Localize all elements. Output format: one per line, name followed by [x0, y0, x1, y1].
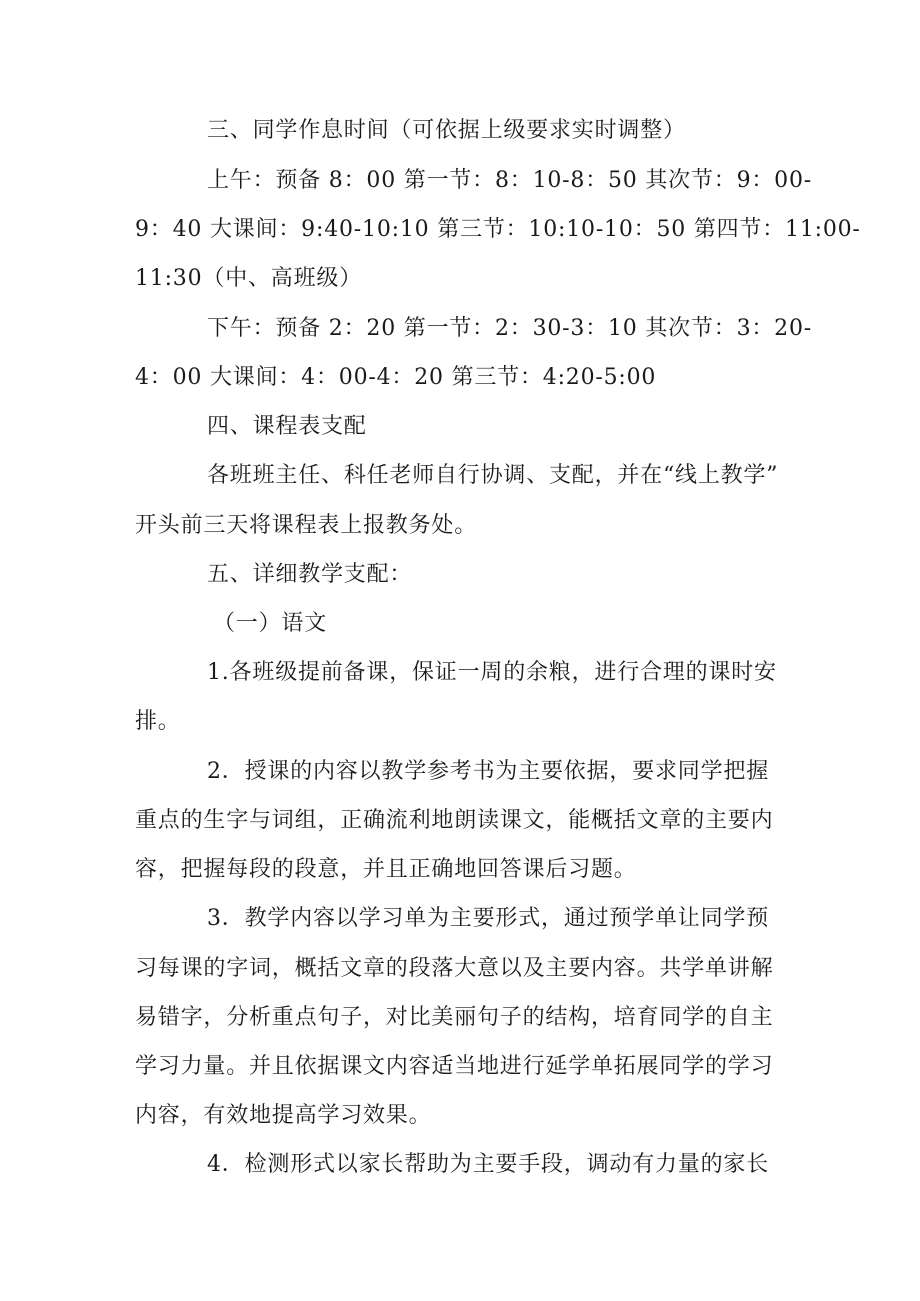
- paragraph-line: 开头前三天将课程表上报教务处。: [135, 513, 478, 538]
- paragraph-line: 排。: [135, 709, 181, 734]
- paragraph-line: 各班班主任、科任老师自行协调、支配，并在“线上教学”: [207, 463, 779, 488]
- subsection-heading-chinese: （一）语文: [213, 611, 328, 636]
- section-heading-timetable: 四、课程表支配: [207, 414, 367, 439]
- paragraph-line: 2．授课的内容以教学参考书为主要依据，要求同学把握: [207, 759, 769, 784]
- paragraph-line: 9：40 大课间：9:40-10:10 第三节：10:10-10：50 第四节：11:00-: [135, 217, 861, 242]
- paragraph-line: 下午：预备 2：20 第一节：2：30-3：10 其次节：3：20-: [207, 316, 813, 341]
- paragraph-line: 4：00 大课间：4：00-4：20 第三节：4:20-5:00: [135, 365, 657, 390]
- section-heading-teaching: 五、详细教学支配：: [207, 562, 413, 587]
- paragraph-line: 内容，有效地提高学习效果。: [135, 1103, 432, 1128]
- paragraph-line: 4．检测形式以家长帮助为主要手段，调动有力量的家长: [207, 1152, 769, 1177]
- paragraph-line: 3．教学内容以学习单为主要形式，通过预学单让同学预: [207, 906, 769, 931]
- paragraph-line: 习每课的字词，概括文章的段落大意以及主要内容。共学单讲解: [135, 956, 774, 981]
- paragraph-line: 易错字，分析重点句子，对比美丽句子的结构，培育同学的自主: [135, 1005, 774, 1030]
- paragraph-line: 学习力量。并且依据课文内容适当地进行延学单拓展同学的学习: [135, 1054, 774, 1079]
- paragraph-line: 11:30（中、高班级）: [135, 266, 363, 291]
- paragraph-line: 上午：预备 8：00 第一节：8：10-8：50 其次节：9：00-: [207, 168, 813, 193]
- section-heading-schedule: 三、同学作息时间（可依据上级要求实时调整）: [207, 118, 686, 143]
- paragraph-line: 1.各班级提前备课，保证一周的余粮，进行合理的课时安: [207, 660, 777, 685]
- paragraph-line: 容，把握每段的段意，并且正确地回答课后习题。: [135, 857, 637, 882]
- paragraph-line: 重点的生字与词组，正确流利地朗读课文，能概括文章的主要内: [135, 808, 774, 833]
